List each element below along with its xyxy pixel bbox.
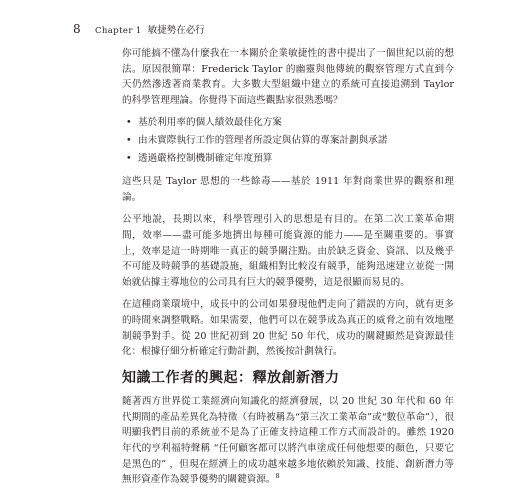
- running-header: [73, 22, 205, 36]
- body-text: [122, 46, 454, 495]
- section-heading: 知識工作者的興起：釋放創新潛力: [122, 369, 340, 386]
- bullet-item: • 由未實際執行工作的管理者所設定與佔算的專案計劃與承諾: [122, 133, 454, 149]
- paragraph-resource-optimization: 在這種商業環境中，成長中的公司如果發現他們走向了錯誤的方向，就有更多的時間來調整戰略。如果需要，他們可以在競爭成為真正的威脅之前有效地壓制競爭對手。從 20 世紀初到 20 世紀 50 年代，成功的關鍵顯然是資源最佳化：根據仔細分析確定行動計劃，然後按計劃執行。: [122, 299, 454, 358]
- footnote-marker: 8: [275, 472, 280, 481]
- paragraph-efficiency: 公平地說，長期以來，科學管理引入的思想是有目的。在第二次工業革命期間，效率——盡可能多地擠出每種可能資源的能力——是至關重要的。事實上，效率是這一時期唯一真正的競爭關注點。由於缺乏資金、資訊、以及幾乎不可能及時競爭的基礎設施，組織相對比較沒有競爭，能夠迅速建立並從一開始就佔據主導地位的公司具有巨大的競爭優勢，這是很顯而易見的。: [122, 214, 454, 288]
- chapter-title: 敏捷勢在必行: [147, 25, 205, 36]
- bullet-item: • 透過嚴格控制機制確定年度預算: [122, 151, 454, 167]
- bullet-item: • 基於利用率的個人績效最佳化方案: [122, 115, 454, 131]
- paragraph-taylor-legacy: 這些只是 Taylor 思想的一些餘毒——基於 1911 年對商業世界的觀察和理論。: [122, 176, 454, 203]
- paragraph-text: 隨著西方世界從工業經濟向知識化的經濟發展，以 20 世紀 30 年代和 60 年代期間的產品差異化為特徵（有時被稱為“第三次工業革命”或“數位革命”），很明顯我們目前的系統並不是為了正確支持這種工作方式而設計的。雖然 1920 年代的亨利福特聲稱 “任何顧客都可以將汽車塗成任何他想要的顏色，只要它是黑色的” ，但現在經濟上的成功越來越多地依賴於知識、技能、創新潛力等無形資產作為競爭優勢的關鍵資源。: [122, 396, 454, 486]
- paragraph-intro: 你可能搞不懂為什麼我在一本關於企業敏捷性的書中提出了一個世紀以前的想法。原因很簡單：Frederick Taylor 的幽靈與他傳統的觀察管理方式直到今天仍然滲透著商業教育。大多數大型組織中建立的系統可直接追溯到 Taylor 的科學管理理論。你覺得下面這些觀點家很熟悉嗎？: [122, 48, 454, 106]
- paragraph-knowledge-economy: [122, 394, 454, 488]
- bullet-list: [122, 115, 454, 166]
- chapter-label: Chapter 1: [95, 26, 142, 36]
- page-number: 8: [73, 22, 81, 36]
